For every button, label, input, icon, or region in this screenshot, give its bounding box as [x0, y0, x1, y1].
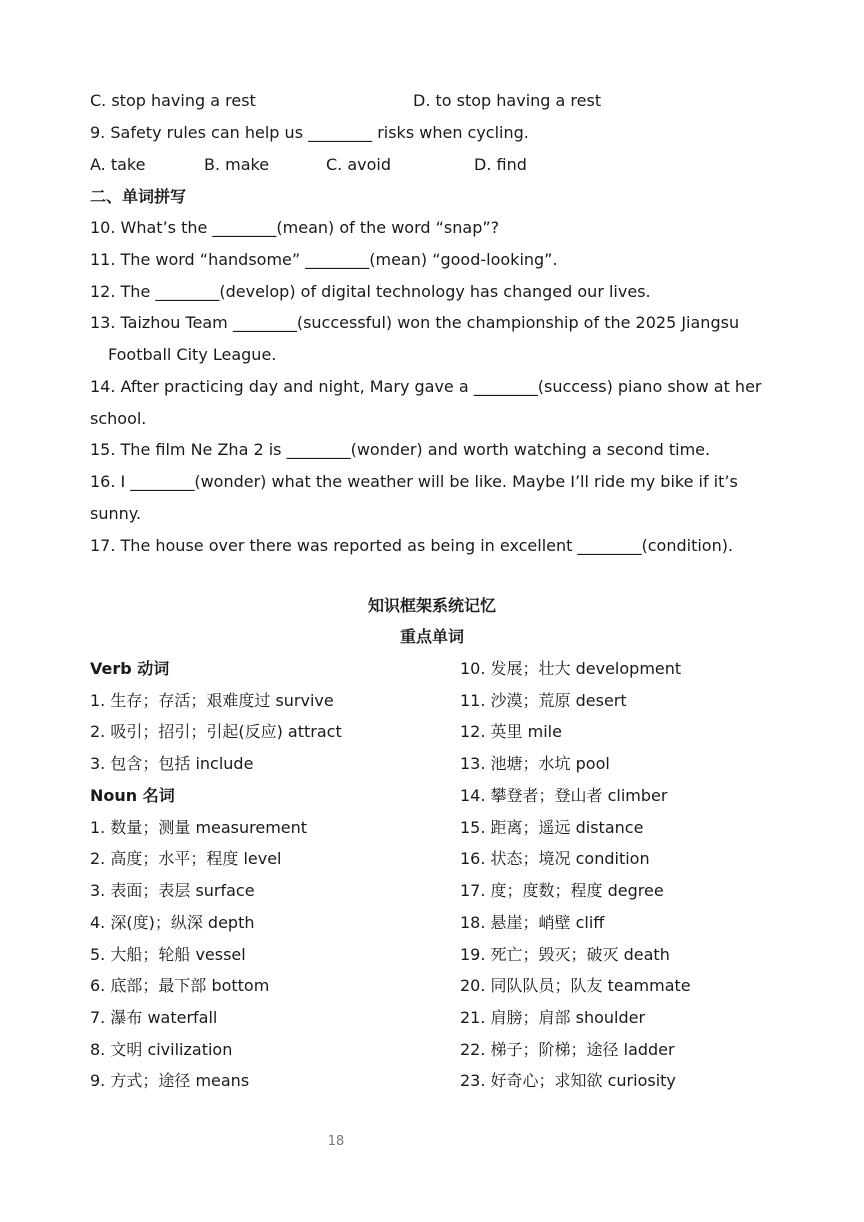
- vocab-item: 3. 包含；包括 include: [90, 754, 254, 773]
- knowledge-subtitle: 重点单词: [399, 627, 464, 646]
- spelling-item: 12. The ________(develop) of digital technology has changed our lives.: [90, 282, 651, 301]
- vocab-item: 5. 大船；轮船 vessel: [90, 945, 246, 964]
- vocab-item: 10. 发展；壮大 development: [460, 659, 682, 678]
- vocab-item: 11. 沙漠；荒原 desert: [460, 691, 627, 710]
- vocab-item: 3. 表面；表层 surface: [90, 881, 255, 900]
- vocab-item: 19. 死亡；毁灭；破灭 death: [460, 945, 670, 964]
- vocab-item: 16. 状态；境况 condition: [460, 849, 650, 868]
- vocab-item: 18. 悬崖；峭壁 cliff: [460, 913, 605, 932]
- knowledge-title: 知识框架系统记忆: [367, 596, 496, 615]
- spelling-item: 14. After practicing day and night, Mary gave a ________(success) piano show at her: [90, 377, 762, 396]
- spelling-item: 13. Taizhou Team ________(successful) won the championship of the 2025 Jiangsu: [90, 313, 740, 332]
- vocab-item: 15. 距离；遥远 distance: [460, 818, 644, 837]
- q9-option-c: C. avoid: [326, 155, 392, 174]
- vocab-item: 9. 方式；途径 means: [90, 1071, 250, 1090]
- vocab-item: 6. 底部；最下部 bottom: [90, 976, 270, 995]
- vocab-item: 17. 度；度数；程度 degree: [460, 881, 664, 900]
- noun-heading: Noun 名词: [90, 786, 175, 805]
- spelling-item: 16. I ________(wonder) what the weather will be like. Maybe I’ll ride my bike if it’s: [90, 472, 738, 491]
- q9-option-d: D. find: [474, 155, 527, 174]
- vocab-item: 8. 文明 civilization: [90, 1040, 233, 1059]
- vocab-item: 23. 好奇心；求知欲 curiosity: [460, 1071, 676, 1090]
- q8-option-c: C. stop having a rest: [90, 91, 256, 110]
- vocab-item: 21. 肩膀；肩部 shoulder: [460, 1008, 646, 1027]
- vocab-item: 7. 瀑布 waterfall: [90, 1008, 218, 1027]
- vocab-item: 1. 数量；测量 measurement: [90, 818, 308, 837]
- vocab-item: 14. 攀登者；登山者 climber: [460, 786, 668, 805]
- vocab-item: 1. 生存；存活；艰难度过 survive: [90, 691, 334, 710]
- vocab-item: 2. 高度；水平；程度 level: [90, 849, 282, 868]
- spelling-item-continuation: school.: [90, 409, 147, 428]
- q9-question: 9. Safety rules can help us ________ risks when cycling.: [90, 123, 529, 142]
- spelling-item: 15. The film Ne Zha 2 is ________(wonder) and worth watching a second time.: [90, 440, 711, 459]
- page-number: 18: [327, 1134, 345, 1149]
- vocab-item: 22. 梯子；阶梯；途径 ladder: [460, 1040, 675, 1059]
- spelling-item: 10. What’s the ________(mean) of the word “snap”?: [90, 218, 500, 237]
- q9-option-a: A. take: [90, 155, 146, 174]
- vocab-item: 13. 池塘；水坑 pool: [460, 754, 610, 773]
- vocab-item: 4. 深(度)；纵深 depth: [90, 913, 255, 932]
- section-heading: 二、单词拼写: [90, 187, 187, 206]
- spelling-item: 11. The word “handsome” ________(mean) “good-looking”.: [90, 250, 558, 269]
- vocab-item: 2. 吸引；招引；引起(反应) attract: [90, 722, 342, 741]
- vocab-item: 12. 英里 mile: [460, 722, 562, 741]
- q8-option-d: D. to stop having a rest: [413, 91, 602, 110]
- q9-option-b: B. make: [204, 155, 270, 174]
- vocab-item: 20. 同队队员；队友 teammate: [460, 976, 691, 995]
- verb-heading: Verb 动词: [90, 659, 170, 678]
- spelling-item-continuation: sunny.: [90, 504, 142, 523]
- spelling-item: 17. The house over there was reported as being in excellent ________(condition).: [90, 536, 734, 555]
- spelling-item-continuation: Football City League.: [108, 345, 277, 364]
